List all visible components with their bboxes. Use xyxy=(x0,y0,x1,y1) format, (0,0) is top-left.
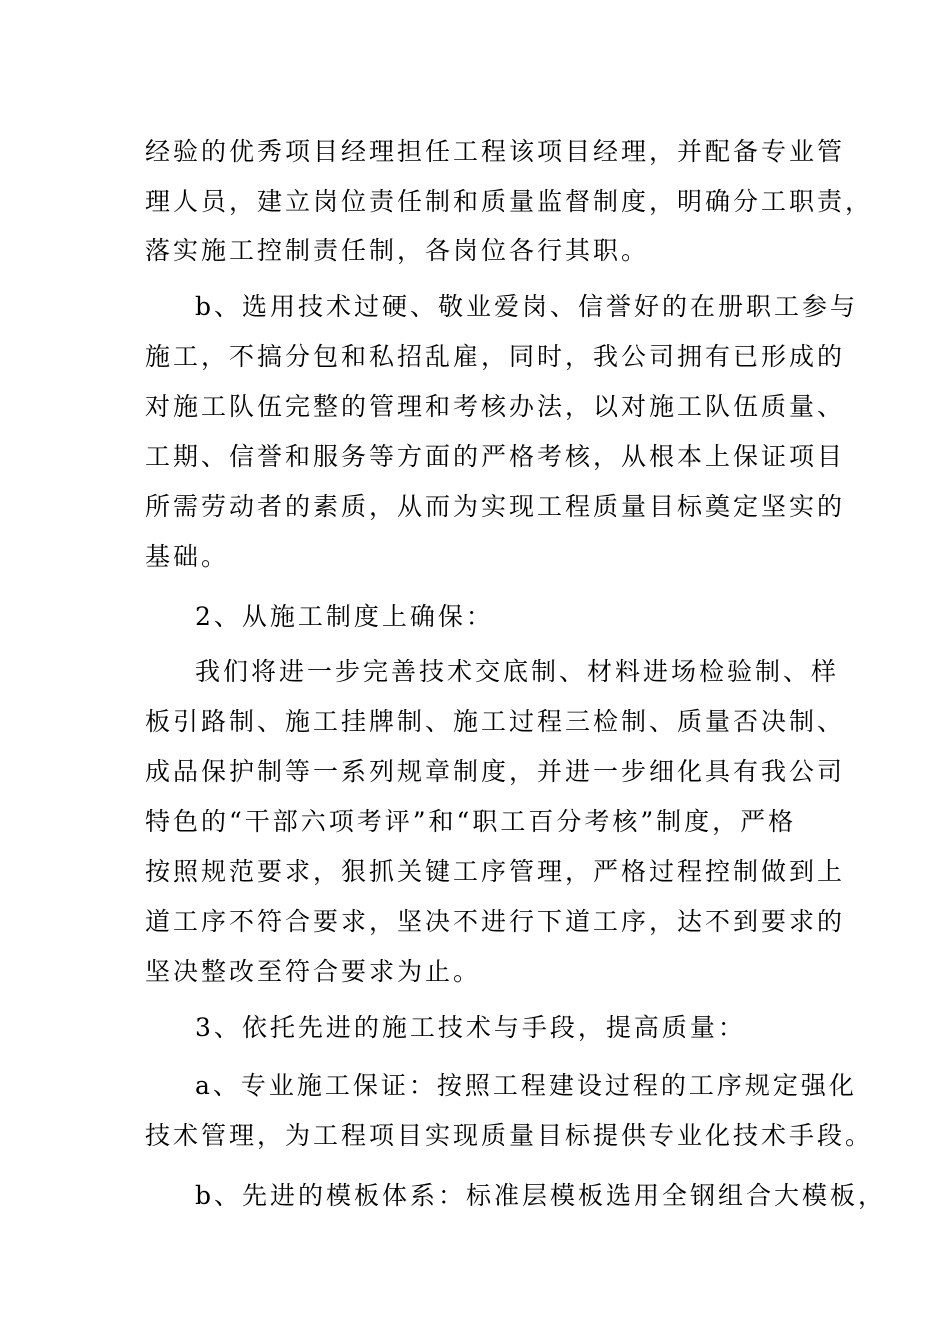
text-line: 经验的优秀项目经理担任工程该项目经理，并配备专业管 xyxy=(145,137,846,166)
section-heading: 3、依托先进的施工技术与手段，提高质量： xyxy=(195,1013,746,1042)
text-line: 我们将进一步完善技术交底制、材料进场检验制、样 xyxy=(195,657,840,686)
text-line: 工期、信誉和服务等方面的严格考核，从根本上保证项目 xyxy=(145,442,846,471)
text-line: 技术管理，为工程项目实现质量目标提供专业化技术手段。 xyxy=(145,1121,874,1150)
text-line: 落实施工控制责任制，各岗位各行其职。 xyxy=(145,236,650,265)
text-line: 按照规范要求，狠抓关键工序管理，严格过程控制做到上 xyxy=(145,857,846,886)
text-line: 坚决整改至符合要求为止。 xyxy=(145,957,482,986)
text-line: b、先进的模板体系：标准层模板选用全钢组合大模板， xyxy=(195,1181,887,1210)
text-line: 成品保护制等一系列规章制度，并进一步细化具有我公司 xyxy=(145,757,846,786)
text-line: 对施工队伍完整的管理和考核办法，以对施工队伍质量、 xyxy=(145,392,846,421)
text-line: 特色的“干部六项考评”和“职工百分考核”制度，严格 xyxy=(145,807,797,836)
text-line: 理人员，建立岗位责任制和质量监督制度，明确分工职责， xyxy=(145,187,874,216)
text-line: 所需劳动者的素质，从而为实现工程质量目标奠定坚实的 xyxy=(145,492,846,521)
text-line: b、选用技术过硬、敬业爱岗、信誉好的在册职工参与 xyxy=(195,292,859,321)
text-line: 基础。 xyxy=(145,542,230,571)
text-line: a、专业施工保证：按照工程建设过程的工序规定强化 xyxy=(195,1071,857,1100)
text-line: 道工序不符合要求，坚决不进行下道工序，达不到要求的 xyxy=(145,907,846,936)
text-line: 施工，不搞分包和私招乱雇，同时，我公司拥有已形成的 xyxy=(145,342,846,371)
text-line: 板引路制、施工挂牌制、施工过程三检制、质量否决制、 xyxy=(145,707,846,736)
section-heading: 2、从施工制度上确保： xyxy=(195,602,494,631)
